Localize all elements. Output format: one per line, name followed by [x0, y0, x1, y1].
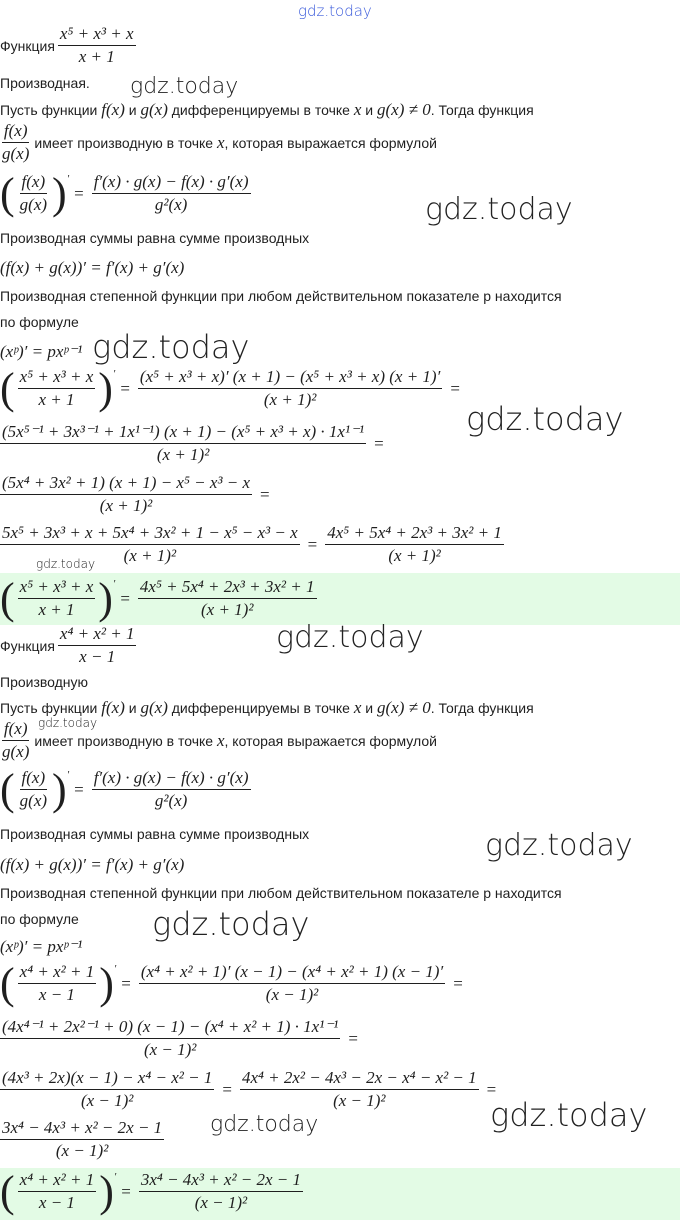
answer-1: ( $\frac{\text{x⁵ + x³ + x}}{x + 1}$ ) ′ = $\frac{\text{4x⁵ + 5x⁴ + 2x³ + 3x² + 1}}{\text{(x + 1)²}}$: [0, 573, 315, 623]
function-2-numerator: x⁴ + x² + 1: [58, 624, 137, 646]
watermark: gdz.today: [36, 557, 96, 571]
watermark: gdz.today: [466, 400, 624, 438]
answer-2: ( $\frac{\text{x⁴ + x² + 1}}{x - 1}$ ) ′ = $\frac{\text{3x⁴ − 4x³ + x² − 2x − 1}}{\text{(x − 1)²}}$: [0, 1166, 302, 1216]
derivative-label-2: Производную: [0, 674, 89, 690]
quotient-rule-2: ( $\frac{f(x)}{g(x)}$ ) ′ = $\frac{f'(x) \cdot g(x) - f(x) \cdot g'(x)}{\text{g²(x)}}$: [0, 764, 249, 814]
watermark-top: gdz.today: [298, 2, 372, 20]
power-rule-label-1b: по формуле: [0, 314, 79, 330]
watermark: gdz.today: [490, 1096, 648, 1134]
power-rule-label-2: Производная степенной функции при любом действительном показателе p находится: [0, 885, 562, 901]
watermark: gdz.today: [92, 328, 250, 366]
power-rule-formula-2: (xᵖ)′ = pxᵖ⁻¹: [0, 937, 83, 956]
rule-line-4: $\frac{f(x)}{g(x)}$ имеет производную в точке x, которая выражается формулой: [2, 719, 437, 761]
function-2-label: Функция: [0, 637, 55, 654]
rule-line-2: $\frac{f(x)}{g(x)}$ имеет производную в точке x, которая выражается формулой: [2, 121, 437, 163]
solution-1-step-4: $\frac{\text{5x⁵ + 3x³ + x + 5x⁴ + 3x² + 1 − x⁵ − x³ − x}}{\text{(x + 1)²}}$ = $\frac{\text{4x⁵ + 5x⁴ + 2x³ + 3x² + 1}}{\text{(x + 1)²}}$: [2, 523, 502, 565]
function-1-numerator: x⁵ + x³ + x: [58, 24, 136, 46]
rule-line-3: Пусть функции f(x) и g(x) дифференцируемы в точке x и g(x) ≠ 0. Тогда функция: [0, 698, 534, 717]
watermark: gdz.today: [485, 828, 633, 863]
function-1-label: Функция: [0, 37, 55, 54]
watermark: gdz.today: [276, 620, 424, 655]
sum-rule-label-2: Производная суммы равна сумме производных: [0, 826, 310, 842]
power-rule-label-2b: по формуле: [0, 911, 79, 927]
solution-1-step-3: $\frac{\text{(5x⁴ + 3x² + 1) (x + 1) − x⁵ − x³ − x}}{\text{(x + 1)²}}$ =: [2, 473, 270, 515]
solution-2-step-4: $\frac{\text{3x⁴ − 4x³ + x² − 2x − 1}}{\text{(x − 1)²}}$: [2, 1118, 163, 1160]
function-1-denominator: x + 1: [78, 47, 115, 66]
watermark: gdz.today: [210, 1112, 319, 1137]
sum-rule-formula-2: (f(x) + g(x))′ = f′(x) + g′(x): [0, 855, 185, 874]
solution-2-step-3: $\frac{\text{(4x³ + 2x)(x − 1) − x⁴ − x² − 1}}{\text{(x − 1)²}}$ = $\frac{\text{4x⁴ + 2x² − 4x³ − 2x − x⁴ − x² − 1}}{\text{(x − 1)²}}$ =: [2, 1068, 497, 1110]
watermark: gdz.today: [38, 716, 98, 730]
solution-1-step-1: ( $\frac{\text{x⁵ + x³ + x}}{x + 1}$ ) ′ = $\frac{\text{(x⁵ + x³ + x)′ (x + 1) − (x⁵ + x³ + x) (x + 1)′}}{\text{(x + 1)²}}$ =: [0, 363, 460, 413]
derivative-label-1: Производная.: [0, 75, 90, 91]
function-1: [0, 24, 139, 67]
power-rule-formula-1: (xᵖ)′ = pxᵖ⁻¹: [0, 342, 83, 361]
solution-2-step-2: $\frac{\text{(4x⁴⁻¹ + 2x²⁻¹ + 0) (x − 1) − (x⁴ + x² + 1) · 1x¹⁻¹}}{\text{(x − 1)²}}$ =: [2, 1017, 358, 1059]
watermark: gdz.today: [130, 74, 239, 99]
rule-line-1: Пусть функции f(x) и g(x) дифференцируемы в точке x и g(x) ≠ 0. Тогда функция: [0, 100, 534, 119]
function-2-denominator: x − 1: [79, 647, 116, 666]
solution-1-step-2: $\frac{\text{(5x⁵⁻¹ + 3x³⁻¹ + 1x¹⁻¹) (x + 1) − (x⁵ + x³ + x) · 1x¹⁻¹}}{\text{(x + 1)²}}$ =: [2, 422, 384, 464]
watermark: gdz.today: [152, 905, 310, 943]
watermark: gdz.today: [425, 192, 573, 227]
sum-rule-label-1: Производная суммы равна сумме производных: [0, 230, 310, 246]
function-2: [0, 624, 139, 667]
sum-rule-formula-1: (f(x) + g(x))′ = f′(x) + g′(x): [0, 258, 185, 277]
quotient-rule-1: ( $\frac{f(x)}{g(x)}$ ) ′ = $\frac{f'(x) \cdot g(x) - f(x) \cdot g'(x)}{\text{g²(x)}}$: [0, 168, 249, 218]
power-rule-label-1: Производная степенной функции при любом действительном показателе p находится: [0, 288, 562, 304]
solution-2-step-1: ( $\frac{\text{x⁴ + x² + 1}}{x - 1}$ ) ′ = $\frac{\text{(x⁴ + x² + 1)′ (x − 1) − (x⁴ + x² + 1) (x − 1)′}}{\text{(x − 1)²}}$ =: [0, 958, 463, 1008]
